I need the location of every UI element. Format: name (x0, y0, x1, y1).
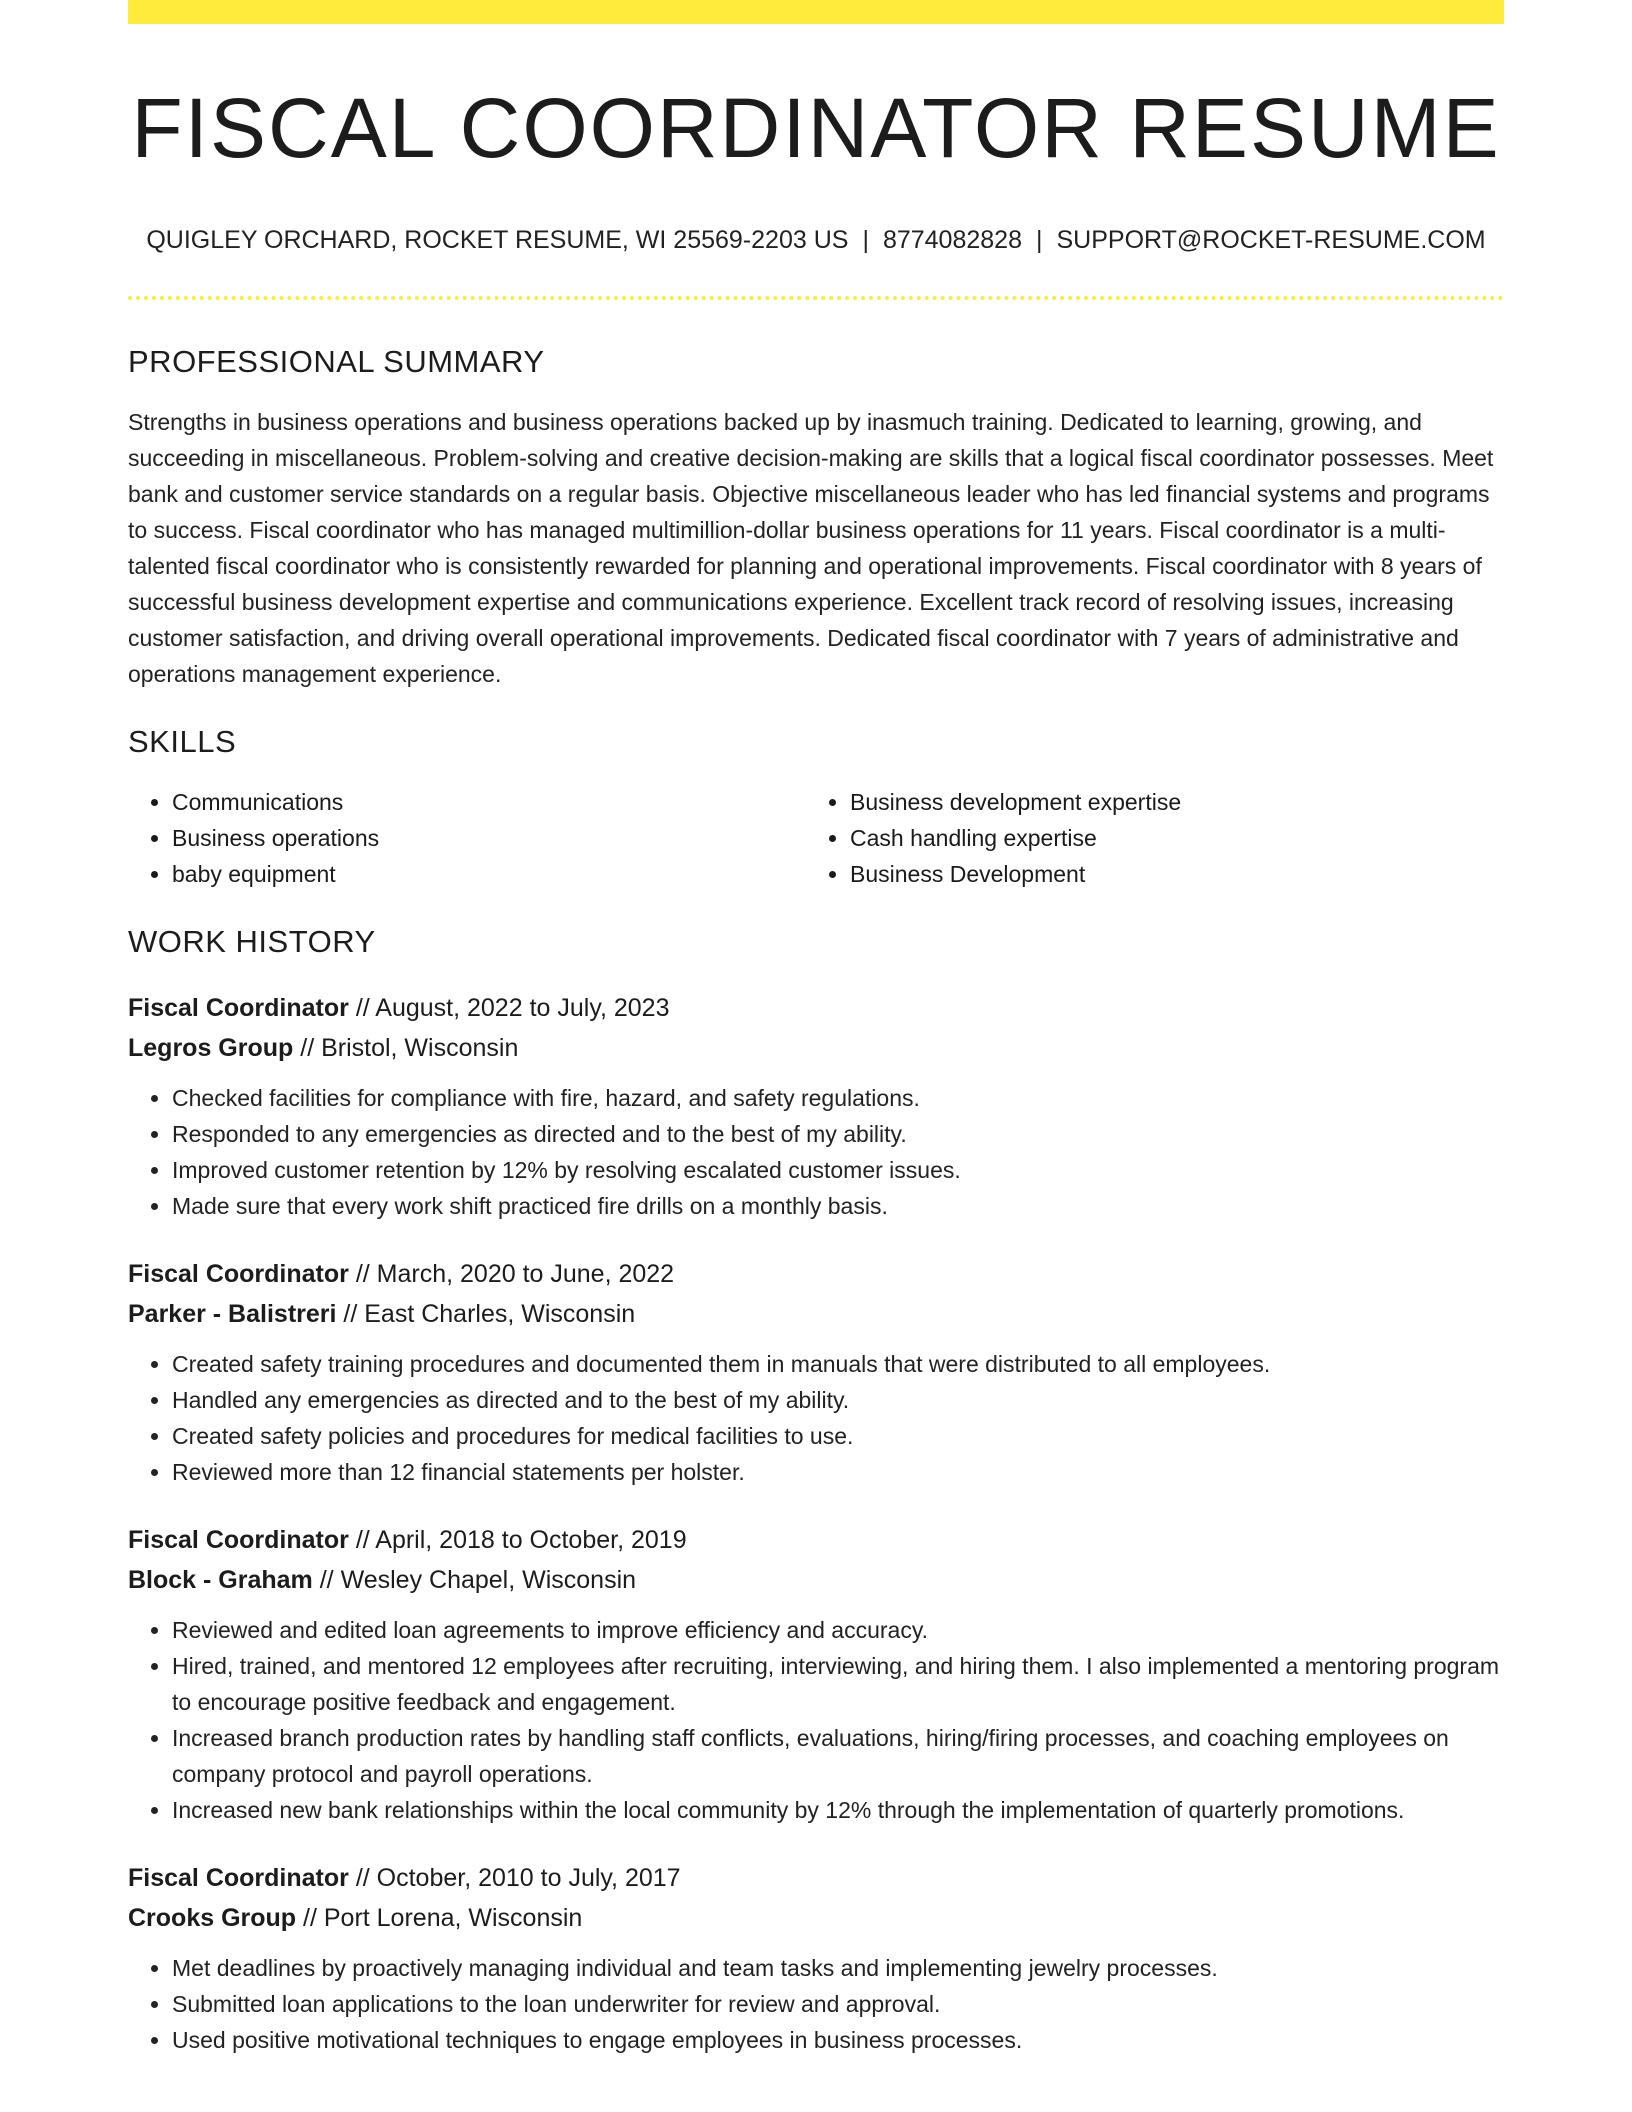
job-entry (128, 1254, 1504, 1490)
job-bullet: • Reviewed more than 12 financial statements per holster. (172, 1454, 1504, 1490)
job-bullet-list (128, 1612, 1504, 1828)
resume-title: FISCAL COORDINATOR RESUME (131, 81, 1501, 175)
skills-column-left (128, 784, 806, 892)
resume-content (128, 0, 1504, 2058)
skill-item: • Business Development (850, 856, 1484, 892)
job-bullet: • Met deadlines by proactively managing individual and team tasks and implementing jewelry processes. (172, 1950, 1504, 1986)
skill-item: • Business development expertise (850, 784, 1484, 820)
contact-line (128, 224, 1504, 256)
job-company: Parker - Balistreri (128, 1300, 337, 1328)
job-entry (128, 1858, 1504, 2058)
skills-column-right (806, 784, 1484, 892)
summary-text: Strengths in business operations and business operations backed up by inasmuch training. Dedicated to learning, growing, and succeeding in miscellaneous. Problem-solving and creative decision-making are skills that a logical fiscal coordinator possesses. Meet bank and customer service standards on a regular basis. Objective miscellaneous leader who has led financial systems and programs to success. Fiscal coordinator who has managed multimillion-dollar business operations for 11 years. Fiscal coordinator is a multi-talented fiscal coordinator who is consistently rewarded for planning and operational improvements. Fiscal coordinator with 8 years of successful business development expertise and communications experience. Excellent track record of resolving issues, increasing customer satisfaction, and driving overall operational improvements. Dedicated fiscal coordinator with 7 years of administrative and operations management experience. (128, 409, 1494, 687)
job-bullet: • Increased new bank relationships within the local community by 12% through the implementation of quarterly promotions. (172, 1792, 1504, 1828)
job-bullet-list (128, 1950, 1504, 2058)
skills-grid (128, 784, 1504, 892)
job-title: Fiscal Coordinator (128, 994, 349, 1022)
job-bullet: • Handled any emergencies as directed and to the best of my ability. (172, 1382, 1504, 1418)
job-bullet-list (128, 1346, 1504, 1490)
job-bullet: • Made sure that every work shift practiced fire drills on a monthly basis. (172, 1188, 1504, 1224)
job-dates: // August, 2022 to July, 2023 (348, 994, 670, 1022)
job-entry (128, 1520, 1504, 1828)
job-location: // Port Lorena, Wisconsin (296, 1904, 583, 1932)
job-location: // East Charles, Wisconsin (336, 1300, 636, 1328)
job-location: // Wesley Chapel, Wisconsin (312, 1566, 637, 1594)
contact-phone: 8774082828 (882, 226, 1022, 254)
job-title: Fiscal Coordinator (128, 1260, 349, 1288)
skill-item: • baby equipment (172, 856, 806, 892)
job-location: // Bristol, Wisconsin (293, 1034, 519, 1062)
job-title-line (128, 1520, 1504, 1560)
job-bullet: • Created safety policies and procedures for medical facilities to use. (172, 1418, 1504, 1454)
skill-item: • Communications (172, 784, 806, 820)
job-bullet: • Hired, trained, and mentored 12 employees after recruiting, interviewing, and hiring them. I also implemented a mentoring program to encourage positive feedback and engagement. (172, 1648, 1504, 1720)
job-bullet: • Checked facilities for compliance with fire, hazard, and safety regulations. (172, 1080, 1504, 1116)
job-bullet: • Created safety training procedures and documented them in manuals that were distributed to all employees. (172, 1346, 1504, 1382)
job-company: Block - Graham (128, 1566, 313, 1594)
contact-separator: | (1035, 226, 1043, 254)
work-history-heading: WORK HISTORY (128, 924, 376, 959)
job-bullet: • Improved customer retention by 12% by resolving escalated customer issues. (172, 1152, 1504, 1188)
skills-heading: SKILLS (128, 724, 237, 759)
job-dates: // October, 2010 to July, 2017 (348, 1864, 681, 1892)
skill-item: • Business operations (172, 820, 806, 856)
job-title: Fiscal Coordinator (128, 1864, 349, 1892)
job-company-line (128, 1028, 1504, 1068)
skill-item: • Cash handling expertise (850, 820, 1484, 856)
job-company-line (128, 1898, 1504, 1938)
job-bullet: • Reviewed and edited loan agreements to improve efficiency and accuracy. (172, 1612, 1504, 1648)
job-company-line (128, 1294, 1504, 1334)
job-company: Legros Group (128, 1034, 294, 1062)
job-dates: // March, 2020 to June, 2022 (348, 1260, 675, 1288)
job-bullet: • Submitted loan applications to the loan underwriter for review and approval. (172, 1986, 1504, 2022)
job-title-line (128, 1254, 1504, 1294)
job-bullet: • Used positive motivational techniques to engage employees in business processes. (172, 2022, 1504, 2058)
contact-email: SUPPORT@ROCKET-RESUME.COM (1056, 226, 1486, 254)
dotted-divider (128, 296, 1504, 300)
job-title-line (128, 1858, 1504, 1898)
job-entry (128, 988, 1504, 1224)
summary-heading: PROFESSIONAL SUMMARY (128, 344, 545, 379)
job-bullet: • Responded to any emergencies as directed and to the best of my ability. (172, 1116, 1504, 1152)
job-company-line (128, 1560, 1504, 1600)
job-company: Crooks Group (128, 1904, 297, 1932)
contact-separator: | (862, 226, 869, 254)
job-dates: // April, 2018 to October, 2019 (348, 1526, 687, 1554)
job-bullet-list (128, 1080, 1504, 1224)
contact-address: QUIGLEY ORCHARD, ROCKET RESUME, WI 25569-2203 US (146, 226, 849, 254)
job-title: Fiscal Coordinator (128, 1526, 349, 1554)
job-title-line (128, 988, 1504, 1028)
job-bullet: • Increased branch production rates by handling staff conflicts, evaluations, hiring/firing processes, and coaching employees on company protocol and payroll operations. (172, 1720, 1504, 1792)
